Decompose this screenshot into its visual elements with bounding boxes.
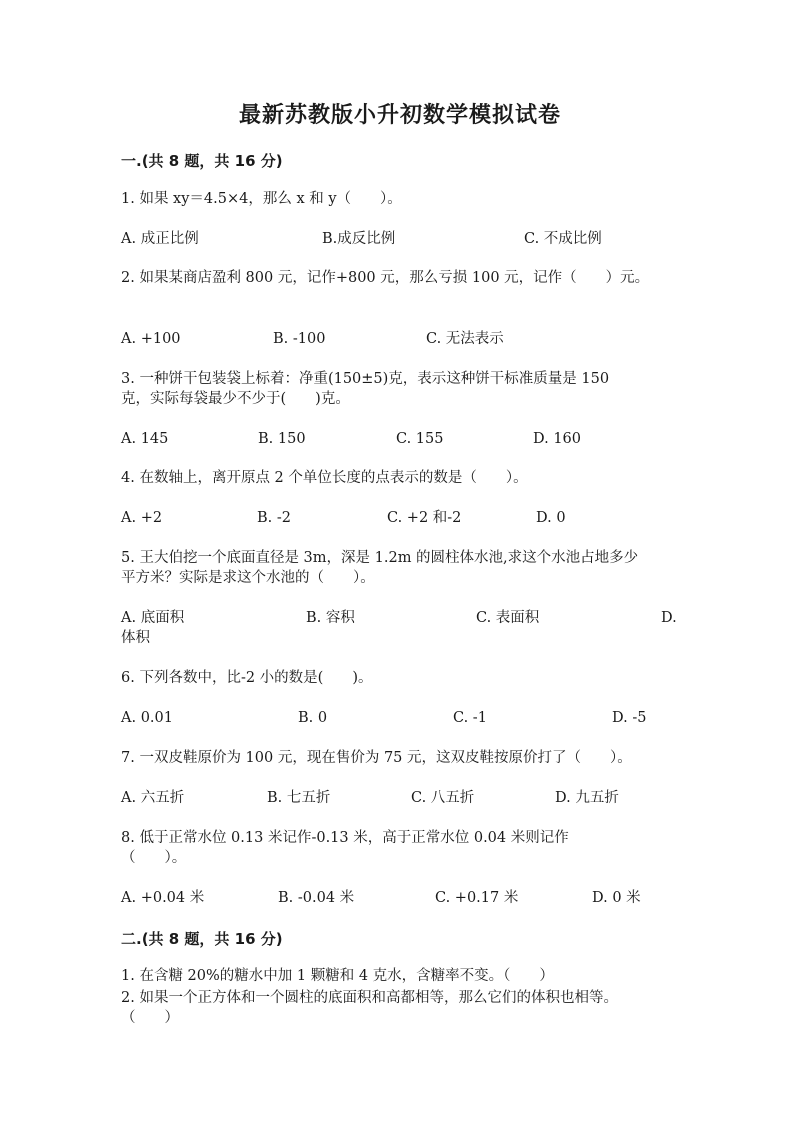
question-2-option-a: A. +100 <box>121 331 181 347</box>
judgment-question-2-text-line-2: （ ） <box>121 1010 179 1026</box>
question-3-option-b: B. 150 <box>258 431 306 447</box>
question-4-option-a: A. +2 <box>121 510 163 526</box>
question-6-option-a: A. 0.01 <box>121 710 173 726</box>
question-8-text-line-2: （ ）。 <box>121 850 187 866</box>
judgment-question-1-text: 1. 在含糖 20%的糖水中加 1 颗糖和 4 克水，含糖率不变。（ ） <box>121 968 554 984</box>
page-title: 最新苏教版小升初数学模拟试卷 <box>238 103 561 128</box>
question-1-text: 1. 如果 xy＝4.5×4，那么 x 和 y（ ）。 <box>121 191 402 207</box>
question-6-text: 6. 下列各数中，比-2 小的数是( )。 <box>121 670 373 686</box>
question-8-option-b: B. -0.04 米 <box>278 890 355 906</box>
question-5-text-line-1: 5. 王大伯挖一个底面直径是 3m，深是 1.2m 的圆柱体水池,求这个水池占地多少 <box>121 550 639 566</box>
question-7-option-d: D. 九五折 <box>555 790 619 806</box>
question-1-option-c: C. 不成比例 <box>524 231 602 247</box>
question-5-option-a: A. 底面积 <box>121 610 185 626</box>
question-7-text: 7. 一双皮鞋原价为 100 元，现在售价为 75 元，这双皮鞋按原价打了（ ）。 <box>121 750 632 766</box>
question-1-option-a: A. 成正比例 <box>121 231 199 247</box>
section-2-heading: 二.(共 8 题，共 16 分) <box>121 930 283 948</box>
question-2-option-c: C. 无法表示 <box>426 331 504 347</box>
question-7-option-a: A. 六五折 <box>121 790 185 806</box>
question-3-text-line-2: 克，实际每袋最少不少于( )克。 <box>121 391 350 407</box>
question-3-option-d: D. 160 <box>533 431 582 447</box>
question-8-text-line-1: 8. 低于正常水位 0.13 米记作-0.13 米，高于正常水位 0.04 米则记作 <box>121 830 569 846</box>
question-5-text-line-2: 平方米？实际是求这个水池的（ ）。 <box>121 570 375 586</box>
question-4-option-b: B. -2 <box>257 510 291 526</box>
judgment-question-2-text-line-1: 2. 如果一个正方体和一个圆柱的底面积和高都相等，那么它们的体积也相等。 <box>121 990 618 1006</box>
question-3-option-a: A. 145 <box>121 431 169 447</box>
question-8-option-a: A. +0.04 米 <box>121 890 205 906</box>
section-1-heading: 一.(共 8 题，共 16 分) <box>121 152 283 170</box>
question-6-option-d: D. -5 <box>612 710 647 726</box>
question-1-option-b: B.成反比例 <box>322 231 396 247</box>
question-3-option-c: C. 155 <box>396 431 444 447</box>
question-8-option-d: D. 0 米 <box>592 890 641 906</box>
question-5-option-d: D. <box>661 610 677 626</box>
question-2-option-b: B. -100 <box>273 331 326 347</box>
question-5-option-d-wrap: 体积 <box>121 630 150 646</box>
question-5-option-b: B. 容积 <box>306 610 355 626</box>
question-2-text: 2. 如果某商店盈利 800 元，记作+800 元，那么亏损 100 元，记作（ ）元。 <box>121 270 650 286</box>
question-5-option-c: C. 表面积 <box>476 610 540 626</box>
question-7-option-b: B. 七五折 <box>267 790 331 806</box>
question-8-option-c: C. +0.17 米 <box>435 890 519 906</box>
question-7-option-c: C. 八五折 <box>411 790 475 806</box>
question-6-option-c: C. -1 <box>453 710 487 726</box>
question-4-option-c: C. +2 和-2 <box>387 510 462 526</box>
question-4-text: 4. 在数轴上，离开原点 2 个单位长度的点表示的数是（ ）。 <box>121 470 528 486</box>
question-6-option-b: B. 0 <box>298 710 328 726</box>
question-4-option-d: D. 0 <box>536 510 566 526</box>
question-3-text-line-1: 3. 一种饼干包装袋上标着：净重(150±5)克，表示这种饼干标准质量是 150 <box>121 371 610 387</box>
